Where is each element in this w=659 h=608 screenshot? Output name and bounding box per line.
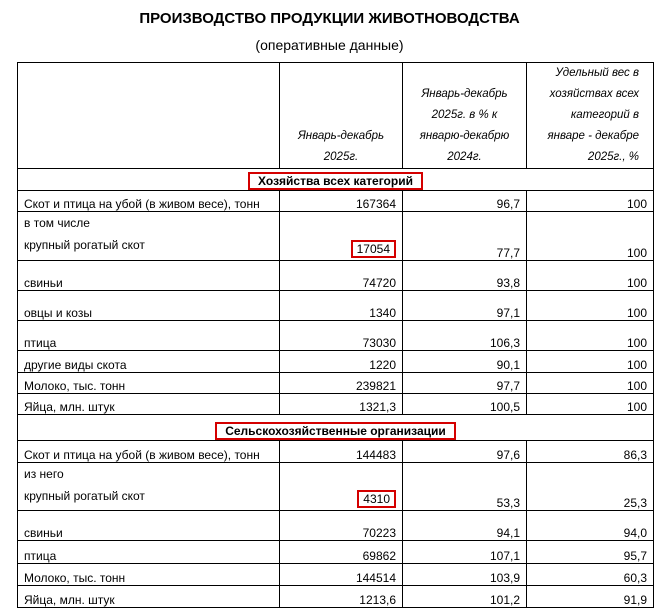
- table-row: [18, 394, 654, 415]
- row-percent: 107,1: [403, 541, 527, 564]
- row-share: 95,7: [527, 541, 654, 564]
- row-label: овцы и козы: [18, 291, 280, 321]
- row-value: 69862: [280, 541, 403, 564]
- section-row: [18, 415, 654, 441]
- row-value: 1340: [280, 291, 403, 321]
- section-title: Сельскохозяйственные организации: [215, 422, 456, 440]
- row-share: 60,3: [527, 564, 654, 586]
- row-value: 1220: [280, 351, 403, 373]
- row-share: 100: [527, 291, 654, 321]
- highlighted-value: 17054: [351, 240, 396, 258]
- row-value: 73030: [280, 321, 403, 351]
- row-label: птица: [18, 321, 280, 351]
- page-subtitle: (оперативные данные): [255, 37, 404, 53]
- header-period: Январь-декабрь 2025г.: [280, 63, 403, 169]
- row-label: Молоко, тыс. тонн: [18, 373, 280, 394]
- row-label: Молоко, тыс. тонн: [18, 564, 280, 586]
- row-share: 100: [527, 321, 654, 351]
- row-label: Скот и птица на убой (в живом весе), тонн: [18, 191, 280, 212]
- table-row: [18, 261, 654, 291]
- table-row: [18, 586, 654, 608]
- row-percent: 106,3: [403, 321, 527, 351]
- row-share: 100: [527, 394, 654, 415]
- table-row-group: [18, 212, 654, 261]
- row-value: 144514: [280, 564, 403, 586]
- row-label: Яйца, млн. штук: [18, 394, 280, 415]
- row-label: птица: [18, 541, 280, 564]
- row-share: 100: [527, 373, 654, 394]
- row-share: 94,0: [527, 511, 654, 541]
- row-label-text: крупный рогатый скот: [24, 238, 145, 252]
- row-share: 100: [527, 212, 654, 261]
- table-row: [18, 511, 654, 541]
- row-share: 100: [527, 191, 654, 212]
- row-percent: 97,7: [403, 373, 527, 394]
- section-title: Хозяйства всех категорий: [248, 172, 423, 190]
- row-sublabel: из него: [24, 467, 64, 481]
- table-header-row: [18, 63, 654, 169]
- row-share: 91,9: [527, 586, 654, 608]
- highlighted-value: 4310: [357, 490, 396, 508]
- row-value: 1213,6: [280, 586, 403, 608]
- row-value: 239821: [280, 373, 403, 394]
- row-value: 167364: [280, 191, 403, 212]
- row-value: 144483: [280, 441, 403, 463]
- table-row: [18, 291, 654, 321]
- row-percent: 97,6: [403, 441, 527, 463]
- row-percent: 103,9: [403, 564, 527, 586]
- row-percent: 53,3: [403, 463, 527, 511]
- row-value: 70223: [280, 511, 403, 541]
- row-label: свиньи: [18, 511, 280, 541]
- row-sublabel: в том числе: [24, 216, 90, 230]
- row-label: Яйца, млн. штук: [18, 586, 280, 608]
- table-row: [18, 191, 654, 212]
- row-percent: 96,7: [403, 191, 527, 212]
- table-row: [18, 321, 654, 351]
- production-table: [17, 62, 654, 608]
- row-label: свиньи: [18, 261, 280, 291]
- row-label: другие виды скота: [18, 351, 280, 373]
- row-value: 74720: [280, 261, 403, 291]
- table-row-group: [18, 463, 654, 511]
- row-share: 86,3: [527, 441, 654, 463]
- row-share: 100: [527, 351, 654, 373]
- page-title: ПРОИЗВОДСТВО ПРОДУКЦИИ ЖИВОТНОВОДСТВА: [139, 10, 520, 27]
- row-share: 25,3: [527, 463, 654, 511]
- row-value: [280, 212, 403, 261]
- row-percent: 90,1: [403, 351, 527, 373]
- table-row: [18, 564, 654, 586]
- row-percent: 94,1: [403, 511, 527, 541]
- row-label: [18, 463, 280, 511]
- row-share: 100: [527, 261, 654, 291]
- section-row: [18, 169, 654, 191]
- header-share: Удельный вес в хозяйствах всех категорий в январе - декабре 2025г., %: [527, 63, 654, 169]
- row-value: 1321,3: [280, 394, 403, 415]
- row-percent: 101,2: [403, 586, 527, 608]
- row-label-text: крупный рогатый скот: [24, 489, 145, 503]
- table-row: [18, 351, 654, 373]
- row-label: [18, 212, 280, 261]
- header-percent-change: Январь-декабрь 2025г. в % к январю-декабрю 2024г.: [403, 63, 527, 169]
- table-row: [18, 373, 654, 394]
- row-percent: 77,7: [403, 212, 527, 261]
- row-value: [280, 463, 403, 511]
- header-label-cell: [18, 63, 280, 169]
- row-percent: 93,8: [403, 261, 527, 291]
- table-row: [18, 541, 654, 564]
- row-percent: 97,1: [403, 291, 527, 321]
- table-row: [18, 441, 654, 463]
- row-percent: 100,5: [403, 394, 527, 415]
- row-label: Скот и птица на убой (в живом весе), тонн: [18, 441, 280, 463]
